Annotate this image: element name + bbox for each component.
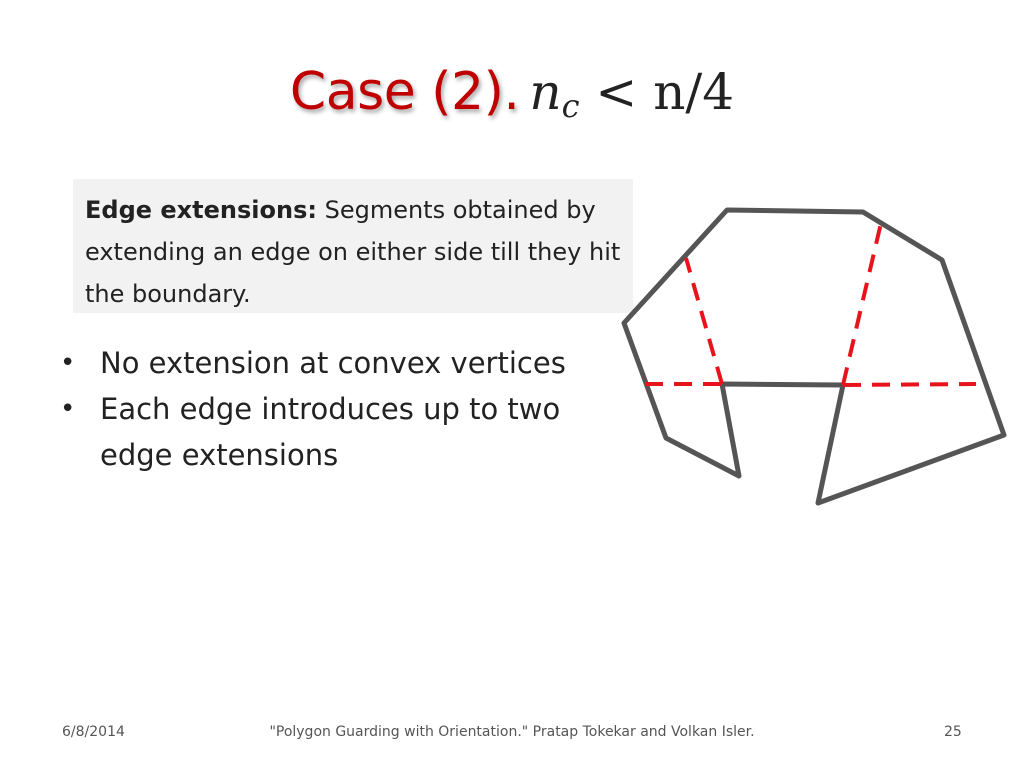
bullet-item	[60, 386, 620, 478]
bullet-item	[60, 340, 620, 386]
title-text: Case (2).	[289, 62, 520, 122]
footer-citation: "Polygon Guarding with Orientation." Pratap Tokekar and Volkan Isler.	[269, 724, 755, 740]
footer-date: 6/8/2014	[62, 724, 125, 740]
bullet-text: Each edge introduces up to two edge extensions	[100, 392, 561, 472]
math-inequality: < n/4	[579, 63, 735, 121]
definition-text: Segments obtained by extending an edge on either side till they hit the boundary.	[85, 196, 621, 308]
title-math-expression	[529, 63, 735, 125]
edge-extension-left-diagonal	[686, 258, 722, 384]
footer-page-number: 25	[944, 724, 962, 740]
slide-title	[0, 62, 1024, 125]
bullet-text: No extension at convex vertices	[100, 346, 566, 380]
definition-term: Edge extensions:	[85, 196, 317, 224]
polygon-diagram	[600, 190, 1020, 520]
polygon-outline	[624, 210, 1004, 503]
math-subscript: c	[561, 87, 580, 125]
edge-extension-right-diagonal	[843, 223, 881, 385]
bullet-list	[60, 340, 620, 478]
bullet-icon: •	[60, 348, 76, 378]
definition-box	[73, 179, 633, 313]
edge-extension-right-horizontal	[843, 384, 976, 385]
math-variable: n	[529, 63, 562, 121]
bullet-icon: •	[60, 394, 76, 424]
